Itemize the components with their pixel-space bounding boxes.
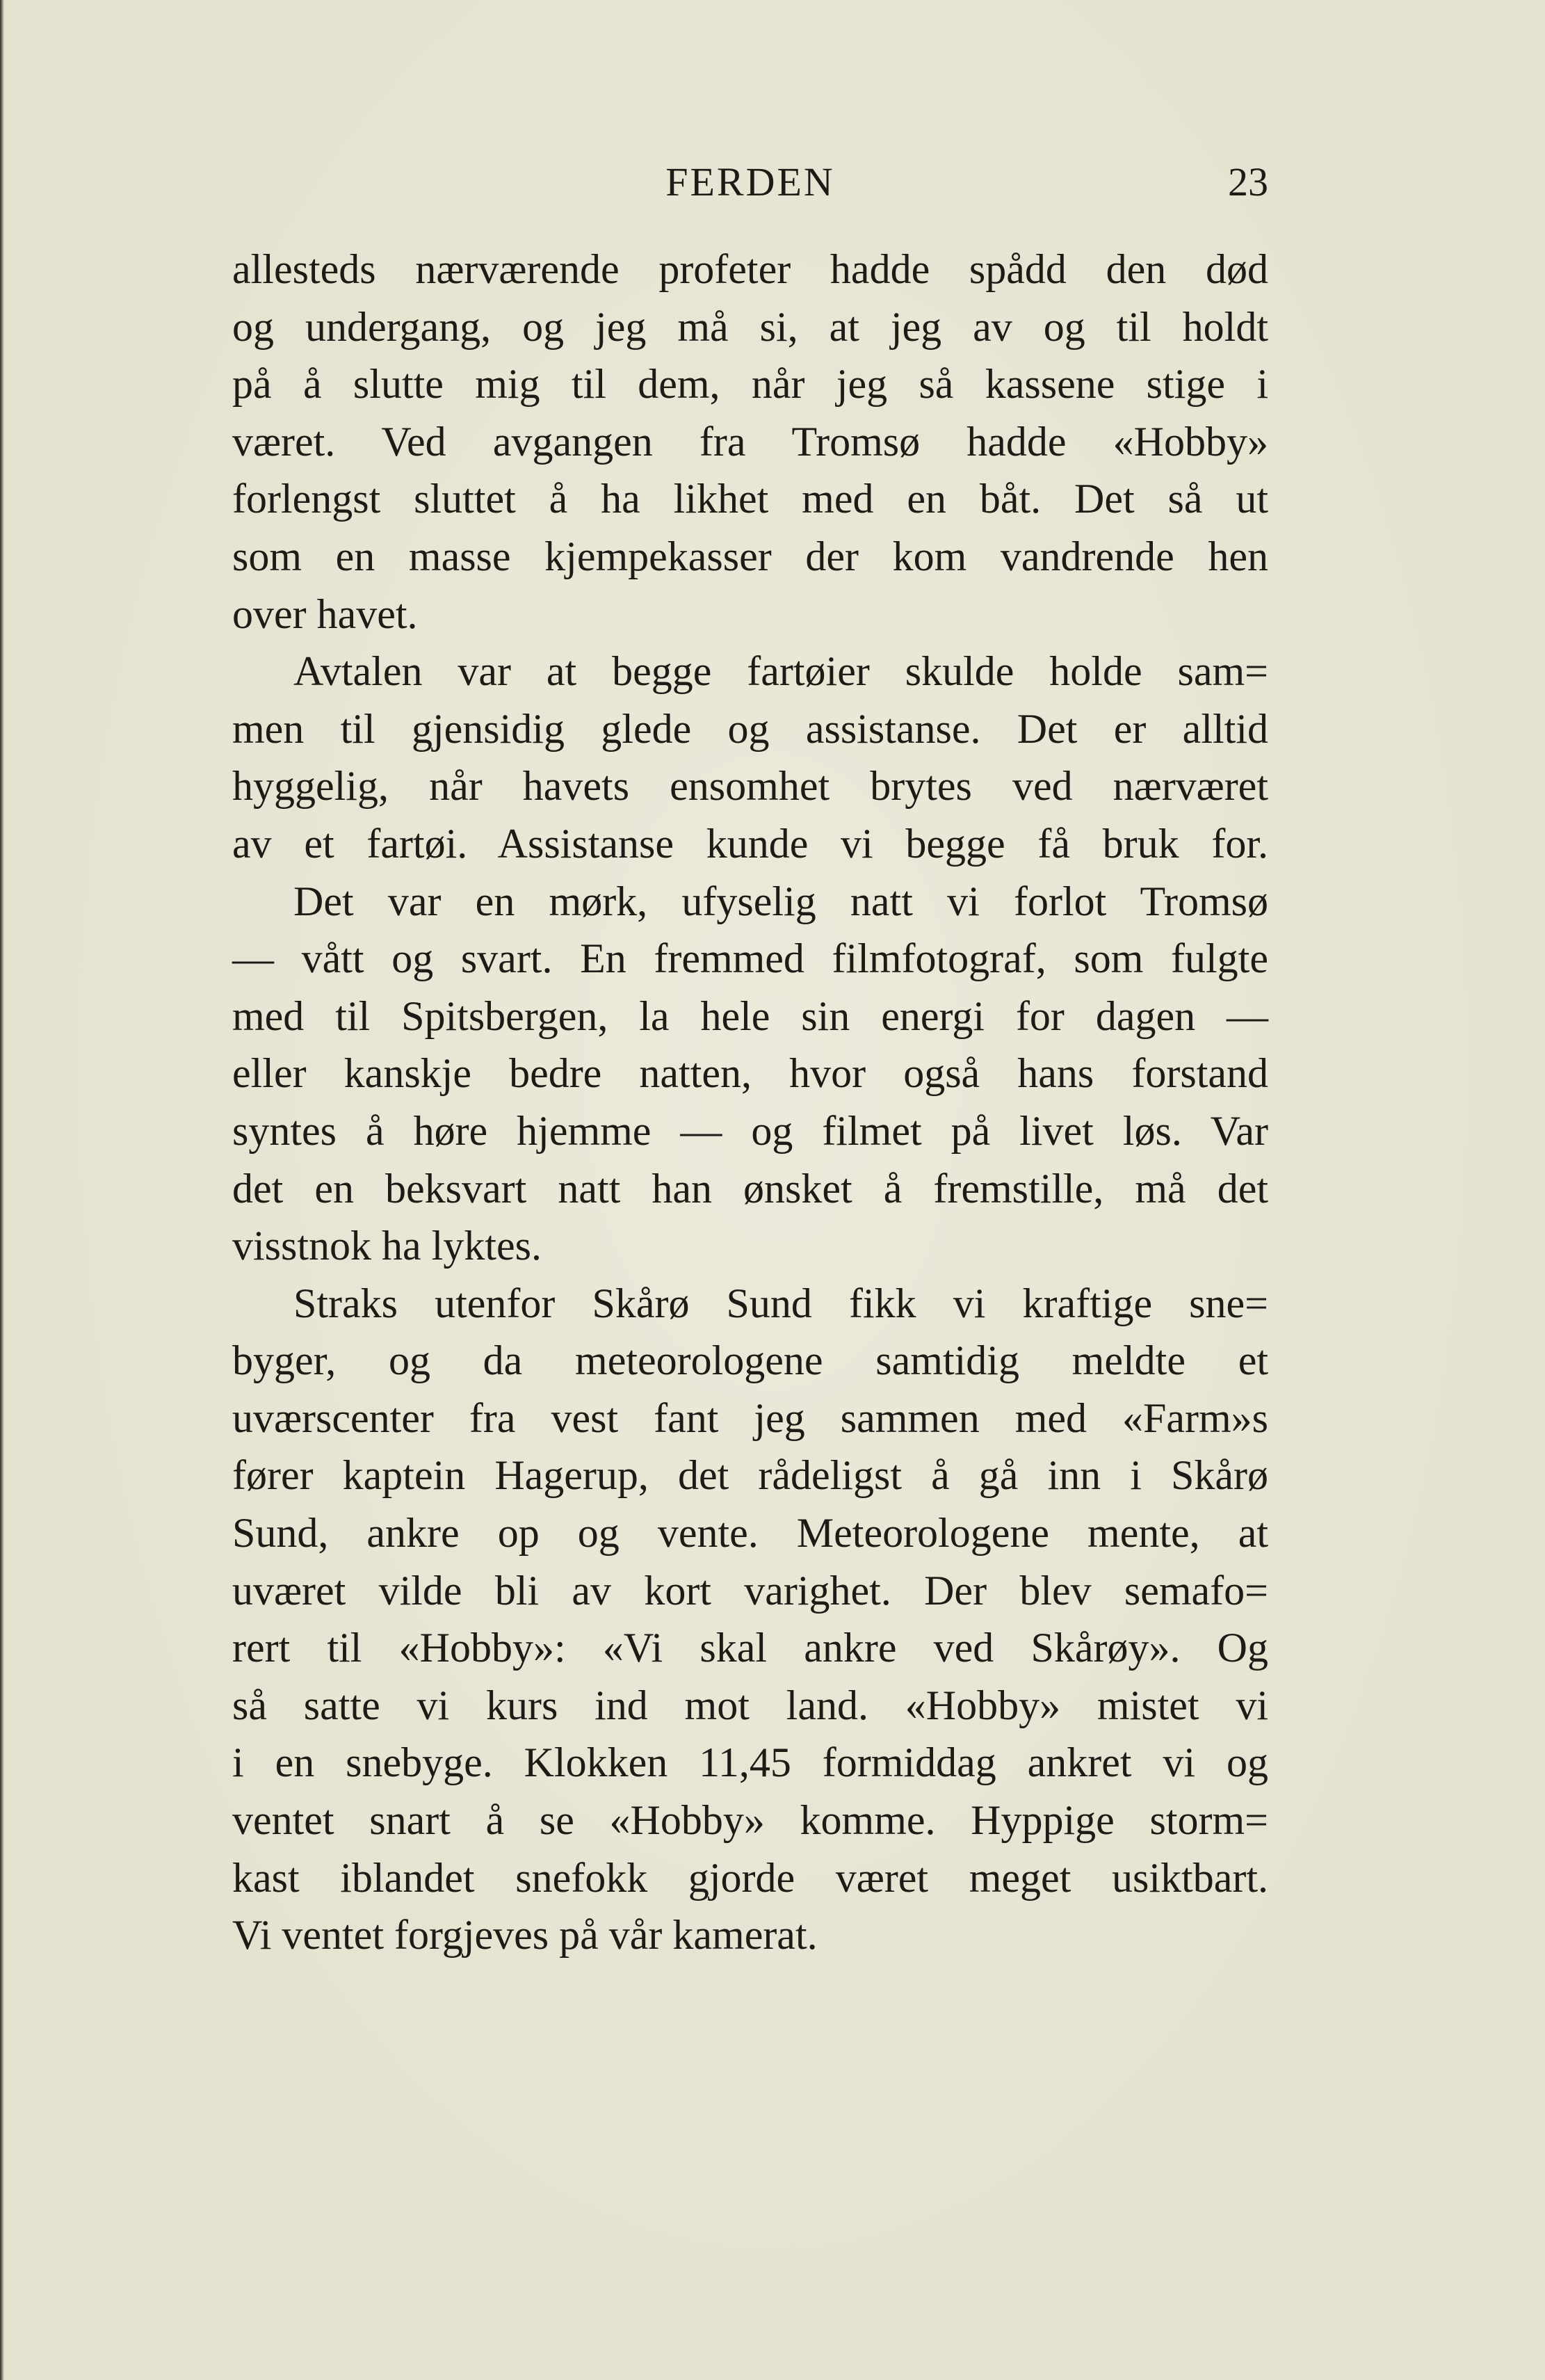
running-head xyxy=(232,154,1268,210)
paragraph-start-line: Avtalen var at begge fartøier skulde holde sam= xyxy=(293,648,1268,695)
page-number: 23 xyxy=(1228,159,1268,204)
text-line: og undergang, og jeg må si, at jeg av og til holdt xyxy=(232,303,1268,350)
body-text xyxy=(232,241,1268,1964)
paragraph-start-line: Straks utenfor Skårø Sund fikk vi kraftige sne= xyxy=(293,1280,1268,1326)
text-line: men til gjensidig glede og assistanse. Det er alltid xyxy=(232,705,1268,752)
text-line: ventet snart å se «Hobby» komme. Hyppige storm= xyxy=(232,1797,1268,1844)
text-line: som en masse kjempekasser der kom vandrende hen xyxy=(232,533,1268,579)
text-line: — vått og svart. En fremmed filmfotograf, som fulgte xyxy=(232,935,1268,982)
paragraph-start-line: Det var en mørk, ufyselig natt vi forlot Tromsø xyxy=(293,878,1268,924)
text-line: kast iblandet snefokk gjorde været meget usiktbart. xyxy=(232,1854,1268,1901)
text-line: været. Ved avgangen fra Tromsø hadde «Hobby» xyxy=(232,418,1268,465)
text-line: uværscenter fra vest fant jeg sammen med «Farm»s xyxy=(232,1394,1268,1441)
text-line: Vi ventet forgjeves på vår kamerat. xyxy=(232,1912,818,1959)
text-line: visstnok ha lyktes. xyxy=(232,1223,542,1269)
text-line: fører kaptein Hagerup, det rådeligst å gå inn i Skårø xyxy=(232,1452,1268,1499)
text-line: hyggelig, når havets ensomhet brytes ved nærværet xyxy=(232,763,1268,810)
text-line: rert til «Hobby»: «Vi skal ankre ved Skårøy». Og xyxy=(232,1625,1268,1671)
text-line: forlengst sluttet å ha likhet med en båt. Det så ut xyxy=(232,476,1268,522)
running-title: FERDEN xyxy=(665,159,835,204)
text-line: allesteds nærværende profeter hadde spådd den død xyxy=(232,246,1268,292)
text-line: syntes å høre hjemme — og filmet på livet løs. Var xyxy=(232,1107,1268,1154)
page-edge-shadow xyxy=(0,0,4,2380)
text-line: med til Spitsbergen, la hele sin energi for dagen — xyxy=(232,992,1268,1039)
text-line: i en snebyge. Klokken 11,45 formiddag ankret vi og xyxy=(232,1739,1268,1786)
text-line: på å slutte mig til dem, når jeg så kassene stige i xyxy=(232,361,1268,408)
text-line: av et fartøi. Assistanse kunde vi begge få bruk for. xyxy=(232,820,1268,867)
text-line: Sund, ankre op og vente. Meteorologene mente, at xyxy=(232,1510,1268,1557)
text-line: over havet. xyxy=(232,590,418,637)
text-line: det en beksvart natt han ønsket å fremstille, må det xyxy=(232,1165,1268,1212)
text-line: uværet vilde bli av kort varighet. Der blev semafo= xyxy=(232,1567,1268,1614)
text-line: byger, og da meteorologene samtidig meldte et xyxy=(232,1337,1268,1384)
text-line: så satte vi kurs ind mot land. «Hobby» mistet vi xyxy=(232,1682,1268,1728)
text-line: eller kanskje bedre natten, hvor også hans forstand xyxy=(232,1050,1268,1097)
